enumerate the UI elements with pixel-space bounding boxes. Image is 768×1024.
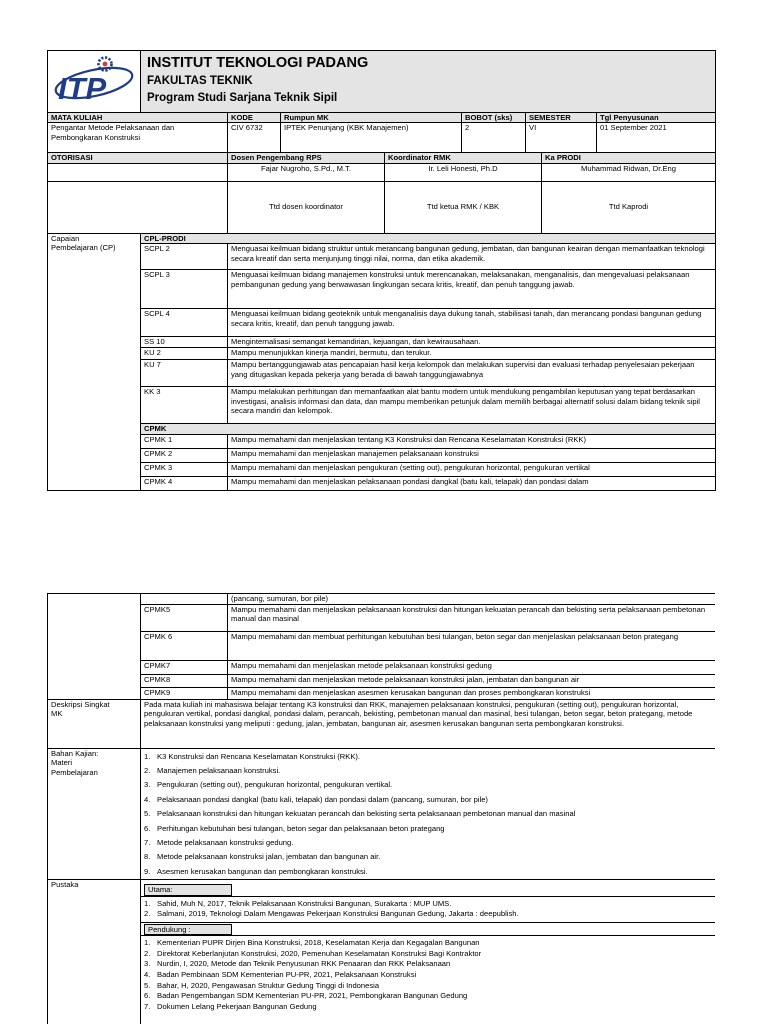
list-number: 7. [144, 837, 151, 847]
reference-text: Nurdin, I, 2020, Metode dan Teknik Penyusunan RKK Penaaran dan RKK Pelaksanaan [157, 959, 451, 969]
cpmk-text: Mampu memahami dan menjelaskan pelaksanaan pondasi dangkal (batu kali, telapak) dan pondasi dalam [228, 476, 716, 490]
cpmk-text: Mampu memahami dan menjelaskan metode pelaksanaan konstruksi jalan, jembatan dan bangunan air [228, 674, 716, 687]
institute-name: INSTITUT TEKNOLOGI PADANG [147, 55, 369, 71]
cpl-text: Menguasai keilmuan bidang manajemen konstruksi untuk merencanakan, melaksanakan, menganalisis, dan mengevaluasi pelaksanaan pembangunan gedung yang berwawasan lingkungan secara kritis, kreatif, dan penuh tanggung jawab. [228, 270, 716, 309]
cpl-code: KU 7 [141, 359, 228, 386]
cpmk-text: Mampu memahami dan menjelaskan manajemen pelaksanaan konstruksi [228, 448, 716, 462]
reference-text: Salmani, 2019, Teknologi Dalam Mengawas Pekerjaan Konstruksi Bangunan Gedung, Jakarta : deepublish. [157, 909, 519, 919]
reference-text: Direktorat Keberlanjutan Konstruksi, 2020, Pemenuhan Keselamatan Konstruksi Bagi Kontraktor [157, 948, 482, 958]
cpmk-code: CPMK 1 [141, 434, 228, 448]
reference-text: Bahar, H, 2020, Pengawasan Struktur Gedung Tinggi di Indonesia [157, 980, 380, 990]
list-item [144, 793, 712, 807]
cpl-prodi-header: CPL-PRODI [141, 233, 716, 244]
rumpun-header: Rumpun MK [281, 112, 462, 123]
materi-pembelajaran-label: Materi Pembelajaran [51, 758, 98, 777]
pustaka-pendukung-header-cell [141, 922, 716, 936]
ka-prodi-signature: Ttd Kaprodi [542, 181, 716, 233]
cpl-code: SS 10 [141, 337, 228, 348]
reference-item [144, 991, 712, 1002]
list-text: Manajemen pelaksanaan konstruksi. [157, 765, 281, 775]
pustaka-pendukung-label: Pendukung : [144, 924, 232, 936]
pustaka-pendukung-list [141, 936, 716, 1024]
list-item [144, 822, 712, 836]
list-text: Perhitungan kebutuhan besi tulangan, beton segar dan pelaksanaan beton prategang [157, 823, 445, 833]
ka-prodi-header: Ka PRODI [542, 153, 716, 164]
reference-number: 2. [144, 948, 151, 958]
cpl-code: SCPL 3 [141, 270, 228, 309]
pustaka-utama-label: Utama: [144, 884, 232, 896]
bobot-header: BOBOT (sks) [462, 112, 526, 123]
cpmk-code: CPMK9 [141, 687, 228, 699]
otorisasi-blank-cell [48, 163, 228, 181]
list-item [144, 836, 712, 850]
reference-number: 7. [144, 1001, 151, 1011]
faculty-name: FAKULTAS TEKNIK [147, 75, 253, 87]
cpmk-text: Mampu memahami dan membuat perhitungan kebutuhan besi tulangan, beton segar dan menjelaskan pelaksanaan beton prategang [228, 631, 716, 660]
logo-text: ITP [58, 71, 107, 106]
cpl-code: KU 2 [141, 347, 228, 359]
tgl-penyusunan-header: Tgl Penyusunan [597, 112, 716, 123]
cp-continued-blank-cell [48, 594, 141, 700]
list-text: Metode pelaksanaan konstruksi jalan, jembatan dan bangunan air. [157, 852, 381, 862]
deskripsi-text: Pada mata kuliah ini mahasiswa belajar tentang K3 konstruksi dan RKK, manajemen pelaksanaan konstruksi, pengukuran (setting out), pengukuran horizontal, pengukuran vertikal, pondasi dangkal, pondasi dalam, perancah, bekisting, pembetonan manual dan masinal, besi tulangan, beton segar, beton prategang, metode pelaksanaan konstruksi yang meliputi : gedung, jalan, jembatan, bangunan air, asesmen kerusakan bangunan serta pembongkaran konstruksi. [141, 699, 716, 748]
list-item [144, 778, 712, 792]
list-item [144, 750, 712, 764]
reference-text: Badan Pengembangan SDM Kementerian PU-PR, 2021, Pembongkaran Bangunan Gedung [157, 991, 468, 1001]
dosen-signature: Ttd dosen koordinator [228, 181, 385, 233]
course-table [47, 112, 716, 154]
pustaka-label: Pustaka [48, 880, 141, 1024]
list-text: Pengukuran (setting out), pengukuran horizontal, pengukuran vertikal. [157, 780, 393, 790]
reference-number: 5. [144, 980, 151, 990]
reference-number: 1. [144, 898, 151, 908]
cpl-code: SCPL 2 [141, 244, 228, 270]
cpmk-code: CPMK7 [141, 660, 228, 674]
kode-value: CIV 6732 [228, 123, 281, 153]
reference-item [144, 909, 712, 920]
pustaka-utama-header-cell [141, 880, 716, 897]
cpmk-code: CPMK8 [141, 674, 228, 687]
list-item [144, 764, 712, 778]
list-number: 8. [144, 852, 151, 862]
list-text: K3 Konstruksi dan Rencana Keselamatan Konstruksi (RKK). [157, 751, 361, 761]
list-item [144, 850, 712, 864]
itp-logo-icon [48, 51, 139, 109]
cpl-text: Mampu menunjukkan kinerja mandiri, bermutu, dan terukur. [228, 347, 716, 359]
cpl-text: Menginternalisasi semangat kemandirian, kejuangan, dan kewirausahaan. [228, 337, 716, 348]
bahan-kajian-list [141, 748, 716, 880]
cpl-text: Mampu melakukan perhitungan dan memanfaatkan alat bantu modern untuk mendukung pengambilan keputusan yang tepat berdasarkan investigasi, analisis informasi dan data, dan mampu memberikan petunjuk dalam memilih berbagai alternatif solusi dalam bidang teknik sipil secara mandiri dan kelompok. [228, 386, 716, 423]
list-item [144, 807, 712, 821]
reference-text: Kementerian PUPR Dirjen Bina Konstruksi, 2018, Keselamatan Kerja dan Kegagalan Bangunan [157, 938, 480, 948]
rumpun-value: IPTEK Penunjang (KBK Manajemen) [281, 123, 462, 153]
reference-item [144, 1002, 712, 1013]
otorisasi-table [47, 152, 716, 234]
cpmk-code-blank [141, 594, 228, 605]
koordinator-rmk-name: Ir. Leli Honesti, Ph.D [385, 163, 542, 181]
bobot-value: 2 [462, 123, 526, 153]
otorisasi-blank-cell [48, 181, 228, 233]
cpl-code: KK 3 [141, 386, 228, 423]
bahan-kajian-label-cell [48, 748, 141, 880]
reference-item [144, 959, 712, 970]
reference-number: 2. [144, 909, 151, 919]
cpl-text: Menguasai keilmuan bidang geoteknik untuk menganalisis daya dukung tanah, stabilisasi tanah, dan merancang pondasi bangunan gedung secara kritis, kreatif, dan penuh tanggung jawab. [228, 309, 716, 337]
header-table [47, 50, 716, 113]
list-number: 5. [144, 809, 151, 819]
semester-value: VI [526, 123, 597, 153]
cpmk-text-continuation: (pancang, sumuran, bor pile) [228, 594, 716, 605]
cpmk-code: CPMK 3 [141, 462, 228, 476]
cpmk-text: Mampu memahami dan menjelaskan tentang K3 Konstruksi dan Rencana Keselamatan Konstruksi (RKK) [228, 434, 716, 448]
cpmk-text: Mampu memahami dan menjelaskan pelaksanaan konstruksi dan hitungan kekuatan perancah dan bekisting serta pelaksanaan pembetonan manual dan masinal [228, 604, 716, 631]
cpl-code: SCPL 4 [141, 309, 228, 337]
mata-kuliah-header: MATA KULIAH [48, 112, 228, 123]
dosen-pengembang-name: Fajar Nugroho, S.Pd., M.T. [228, 163, 385, 181]
cpmk-code: CPMK5 [141, 604, 228, 631]
dosen-pengembang-header: Dosen Pengembang RPS [228, 153, 385, 164]
cpmk-header: CPMK [141, 423, 716, 434]
koordinator-signature: Ttd ketua RMK / KBK [385, 181, 542, 233]
list-number: 2. [144, 765, 151, 775]
reference-item [144, 899, 712, 910]
bahan-kajian-label: Bahan Kajian: [51, 748, 99, 758]
cpl-text: Mampu bertanggungjawab atas pencapaian hasil kerja kelompok dan melakukan supervisi dan evaluasi terhadap penyelesaian pekerjaan yang ditugaskan kepada pekerja yang berada di bawah tanggungjawabnya [228, 359, 716, 386]
page2-table [47, 593, 715, 1024]
semester-header: SEMESTER [526, 112, 597, 123]
reference-item [144, 970, 712, 981]
otorisasi-label: OTORISASI [48, 153, 228, 164]
koordinator-rmk-header: Koordinator RMK [385, 153, 542, 164]
list-text: Pelaksanaan konstruksi dan hitungan kekuatan perancah dan bekisting serta pelaksanaan pembetonan manual dan masinal [157, 809, 576, 819]
capaian-pembelajaran-label-cell [48, 233, 141, 490]
list-text: Metode pelaksanaan konstruksi gedung. [157, 837, 294, 847]
reference-item [144, 938, 712, 949]
list-text: Pelaksanaan pondasi dangkal (batu kali, telapak) dan pondasi dalam (pancang, sumuran, bor pile) [157, 794, 488, 804]
list-number: 4. [144, 794, 151, 804]
program-name: Program Studi Sarjana Teknik Sipil [147, 92, 338, 104]
pustaka-utama-list [141, 896, 716, 922]
logo-cell [48, 51, 141, 113]
institution-title-cell [141, 51, 716, 113]
cpmk-text: Mampu memahami dan menjelaskan pengukuran (setting out), pengukuran horizontal, pengukuran vertikal [228, 462, 716, 476]
reference-number: 3. [144, 959, 151, 969]
cpmk-text: Mampu memahami dan menjelaskan metode pelaksanaan konstruksi gedung [228, 660, 716, 674]
ka-prodi-name: Muhammad Ridwan, Dr.Eng [542, 163, 716, 181]
reference-number: 6. [144, 991, 151, 1001]
list-number: 9. [144, 866, 151, 876]
deskripsi-label: Deskripsi Singkat MK [51, 699, 110, 719]
cpl-text: Menguasai keilmuan bidang struktur untuk merancang bangunan gedung, jembatan, dan bangunan keairan dengan memanfaatkan teknologi secara kreatif dan serta menjunjung tinggi nilai, norma, dan etika akademik. [228, 244, 716, 270]
mata-kuliah-value: Pengantar Metode Pelaksanaan dan Pembongkaran Konstruksi [48, 123, 228, 153]
list-number: 1. [144, 751, 151, 761]
reference-number: 1. [144, 938, 151, 948]
list-number: 6. [144, 823, 151, 833]
cpmk-code: CPMK 2 [141, 448, 228, 462]
reference-number: 4. [144, 970, 151, 980]
cpmk-text: Mampu memahami dan menjelaskan asesmen kerusakan bangunan dan proses pembongkaran konstruksi [228, 687, 716, 699]
list-item [144, 865, 712, 879]
document-page-2 [47, 593, 715, 1024]
capaian-pembelajaran-table [47, 233, 716, 491]
list-number: 3. [144, 780, 151, 790]
capaian-pembelajaran-label: Capaian Pembelajaran (CP) [51, 233, 116, 253]
tgl-penyusunan-value: 01 September 2021 [597, 123, 716, 153]
kode-header: KODE [228, 112, 281, 123]
reference-item [144, 949, 712, 960]
list-text: Asesmen kerusakan bangunan dan pembongkaran konstruksi. [157, 866, 368, 876]
reference-text: Sahid, Muh N, 2017, Teknik Pelaksanaan Konstruksi Bangunan, Surakarta : MUP UMS. [157, 898, 452, 908]
reference-item [144, 981, 712, 992]
document-page-1 [47, 50, 715, 491]
reference-text: Badan Pembinaan SDM Kementerian PU-PR, 2021, Pelaksanaan Konstruksi [157, 970, 417, 980]
cpmk-code: CPMK 6 [141, 631, 228, 660]
deskripsi-label-cell [48, 699, 141, 748]
cpmk-code: CPMK 4 [141, 476, 228, 490]
reference-text: Dokumen Lelang Pekerjaan Bangunan Gedung [157, 1001, 317, 1011]
